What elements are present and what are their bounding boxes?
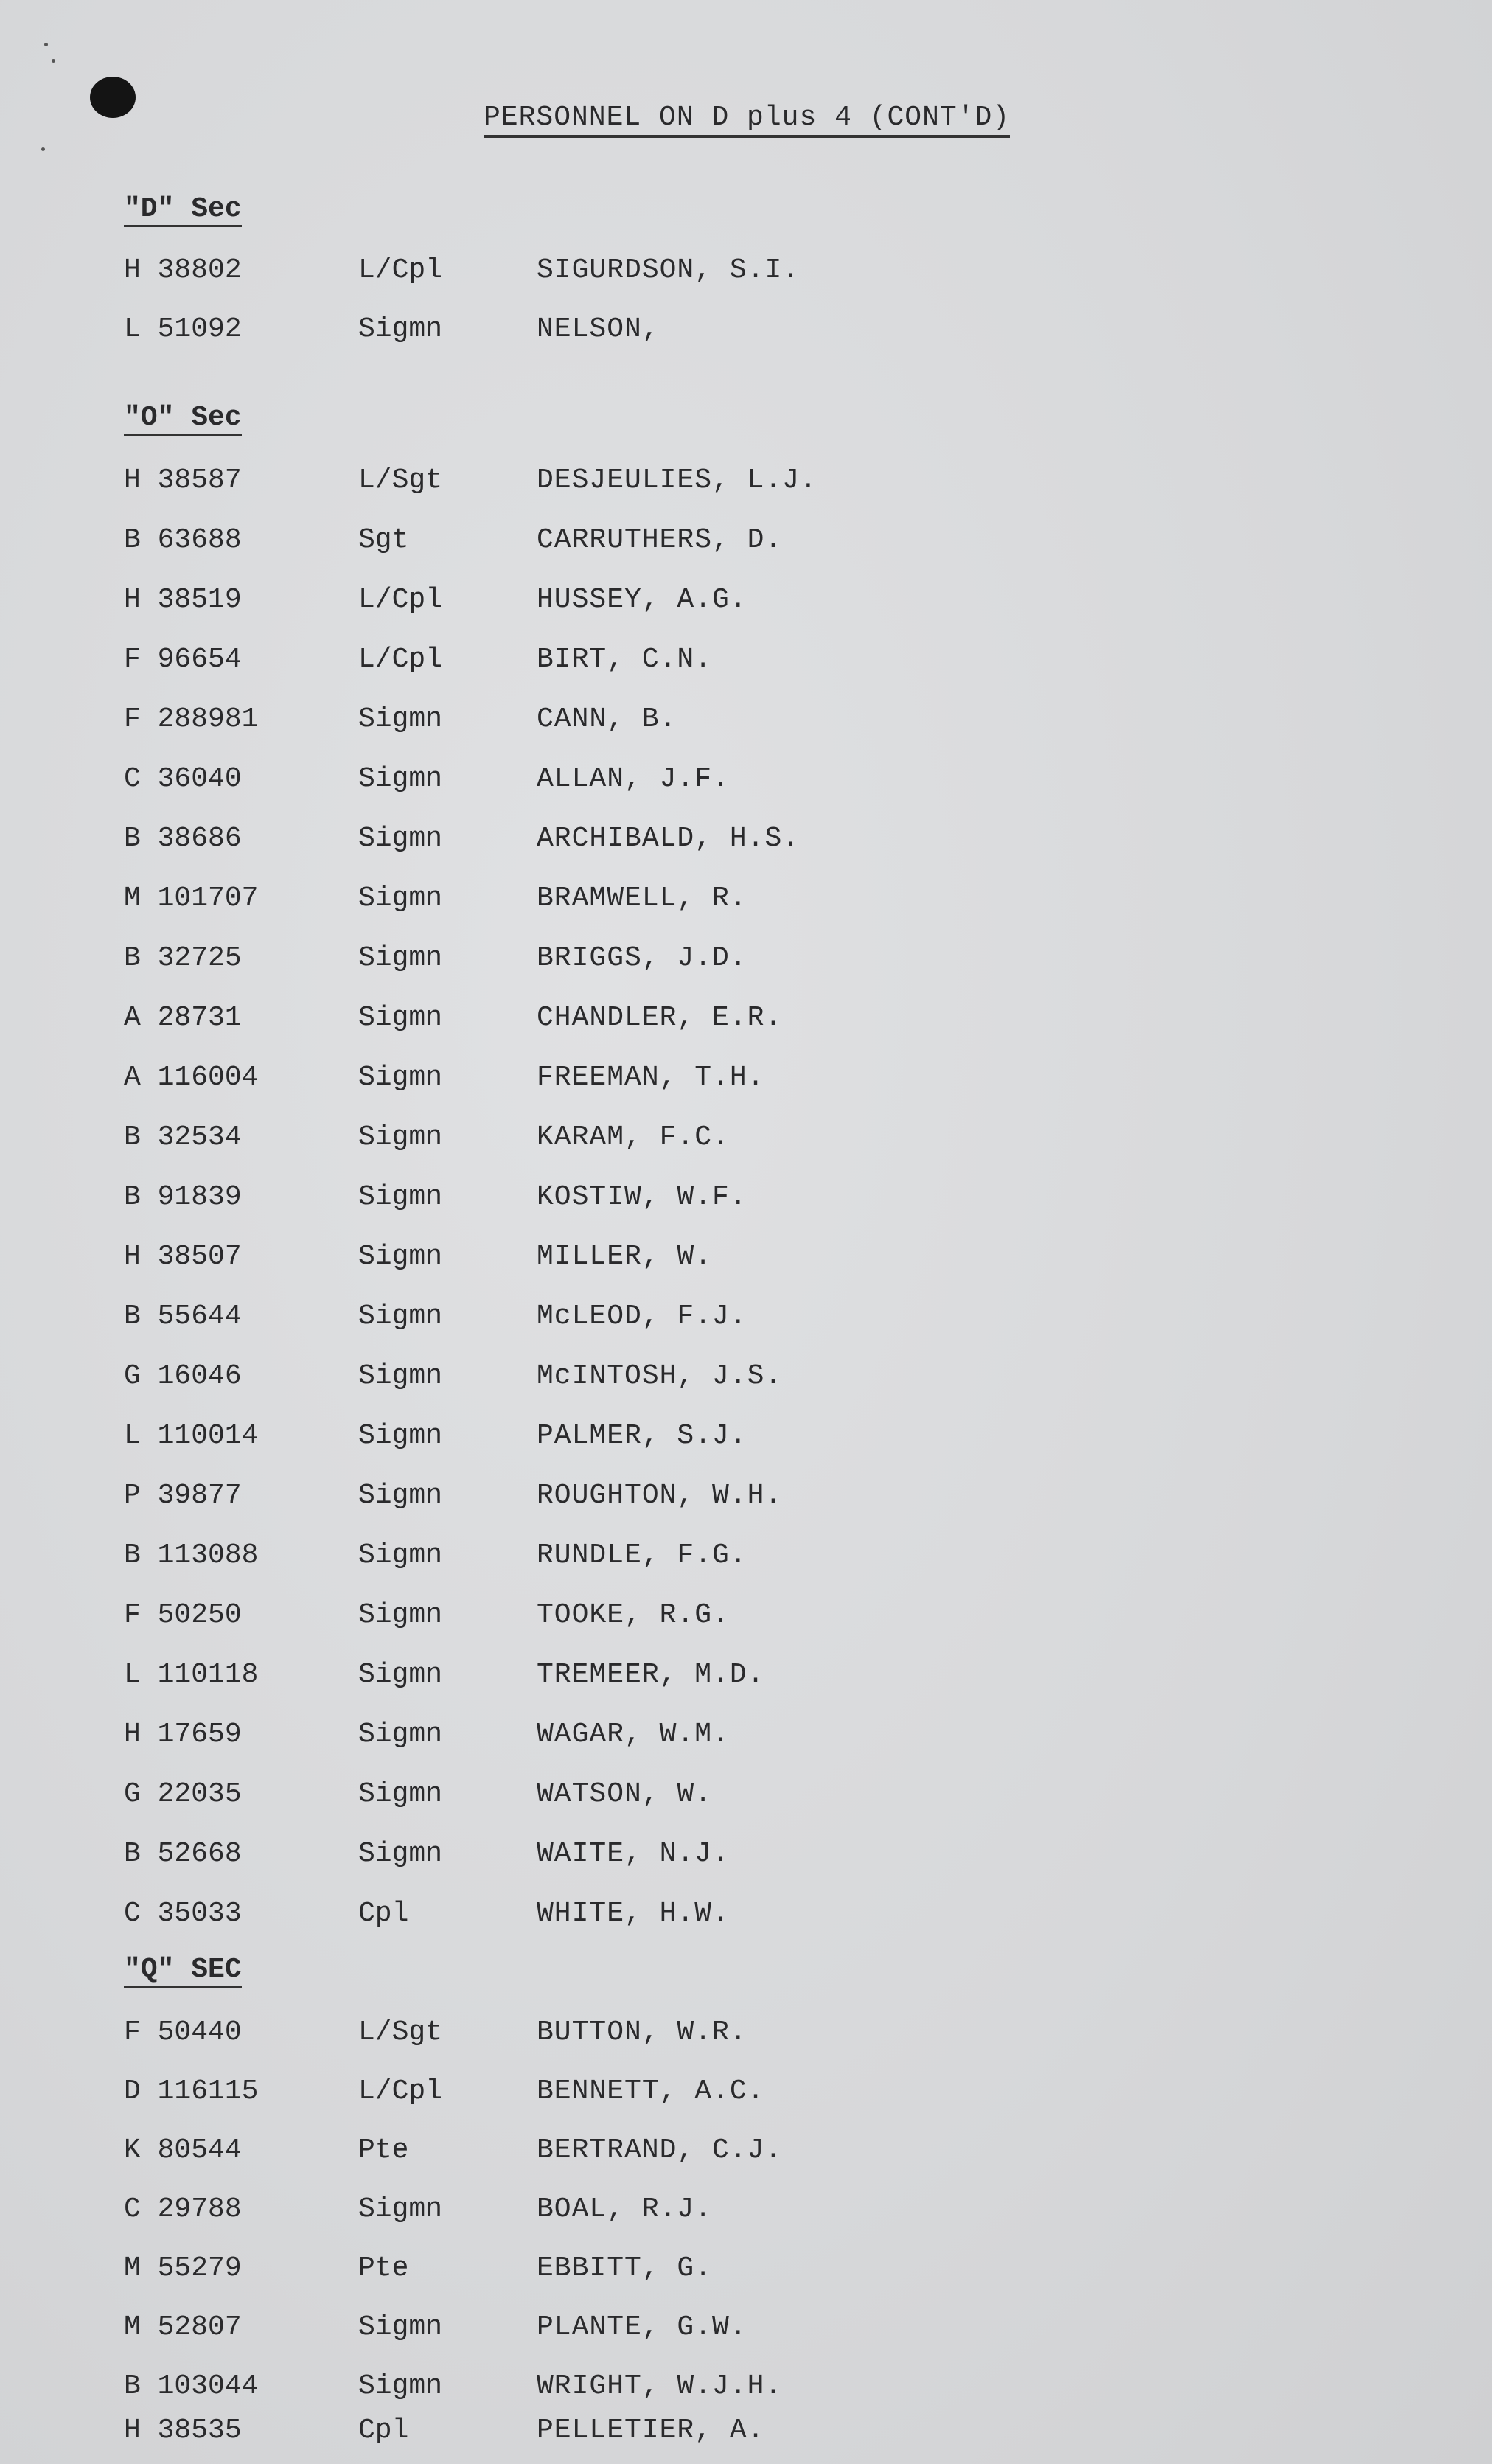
table-row — [0, 1360, 1492, 1405]
name: HUSSEY, A.G. — [537, 584, 747, 616]
rank: Sigmn — [358, 1778, 443, 1810]
table-row — [0, 823, 1492, 867]
table-row — [0, 644, 1492, 688]
table-row — [0, 1838, 1492, 1882]
service-number: F 96654 — [124, 644, 242, 675]
speck — [41, 147, 45, 151]
name: WATSON, W. — [537, 1778, 713, 1810]
name: DESJEULIES, L.J. — [537, 464, 818, 496]
rank: Sigmn — [358, 1599, 443, 1631]
table-row — [0, 2075, 1492, 2120]
name: SIGURDSON, S.I. — [537, 254, 801, 286]
service-number: A 28731 — [124, 1002, 242, 1034]
rank: Cpl — [358, 2415, 409, 2446]
rank: Sigmn — [358, 1539, 443, 1571]
name: BRIGGS, J.D. — [537, 942, 747, 974]
rank: L/Cpl — [358, 584, 443, 616]
table-row — [0, 1778, 1492, 1823]
name: PLANTE, G.W. — [537, 2311, 747, 2343]
name: McLEOD, F.J. — [537, 1301, 747, 1332]
table-row — [0, 1121, 1492, 1166]
table-row — [0, 1062, 1492, 1106]
service-number: B 38686 — [124, 823, 242, 855]
service-number: B 113088 — [124, 1539, 259, 1571]
table-row — [0, 703, 1492, 748]
table-row — [0, 2193, 1492, 2238]
service-number: D 116115 — [124, 2075, 259, 2107]
rank: L/Sgt — [358, 464, 443, 496]
rank: Sigmn — [358, 1360, 443, 1392]
service-number: H 17659 — [124, 1719, 242, 1750]
name: PALMER, S.J. — [537, 1420, 747, 1452]
rank: Cpl — [358, 1898, 409, 1929]
table-row — [0, 2311, 1492, 2356]
rank: Sigmn — [358, 313, 443, 345]
name: ALLAN, J.F. — [537, 763, 730, 795]
service-number: G 16046 — [124, 1360, 242, 1392]
service-number: B 55644 — [124, 1301, 242, 1332]
name: BERTRAND, C.J. — [537, 2134, 783, 2166]
punch-hole — [90, 77, 136, 118]
rank: Sigmn — [358, 1480, 443, 1511]
rank: Sigmn — [358, 1241, 443, 1273]
service-number: L 51092 — [124, 313, 242, 345]
service-number: C 36040 — [124, 763, 242, 795]
table-row — [0, 313, 1492, 358]
service-number: H 38535 — [124, 2415, 242, 2446]
rank: Sigmn — [358, 2193, 443, 2225]
section-heading-o: "O" Sec — [124, 402, 242, 436]
service-number: L 110118 — [124, 1659, 259, 1691]
table-row — [0, 524, 1492, 568]
table-row — [0, 1002, 1492, 1046]
rank: Sigmn — [358, 823, 443, 855]
rank: Sigmn — [358, 942, 443, 974]
rank: Sigmn — [358, 1002, 443, 1034]
service-number: B 52668 — [124, 1838, 242, 1870]
service-number: B 63688 — [124, 524, 242, 556]
rank: Sigmn — [358, 703, 443, 735]
name: WHITE, H.W. — [537, 1898, 730, 1929]
rank: Sigmn — [358, 1420, 443, 1452]
rank: Sigmn — [358, 1838, 443, 1870]
table-row — [0, 1539, 1492, 1584]
service-number: C 29788 — [124, 2193, 242, 2225]
name: RUNDLE, F.G. — [537, 1539, 747, 1571]
page-title: PERSONNEL ON D plus 4 (CONT'D) — [484, 102, 1010, 138]
rank: Sigmn — [358, 763, 443, 795]
rank: Sigmn — [358, 1719, 443, 1750]
name: McINTOSH, J.S. — [537, 1360, 783, 1392]
service-number: F 50250 — [124, 1599, 242, 1631]
service-number: G 22035 — [124, 1778, 242, 1810]
service-number: C 35033 — [124, 1898, 242, 1929]
service-number: H 38519 — [124, 584, 242, 616]
table-row — [0, 1719, 1492, 1763]
service-number: M 52807 — [124, 2311, 242, 2343]
table-row — [0, 2252, 1492, 2297]
section-heading-d: "D" Sec — [124, 193, 242, 227]
table-row — [0, 464, 1492, 509]
name: ROUGHTON, W.H. — [537, 1480, 783, 1511]
rank: L/Cpl — [358, 644, 443, 675]
name: KOSTIW, W.F. — [537, 1181, 747, 1213]
service-number: B 91839 — [124, 1181, 242, 1213]
name: NELSON, — [537, 313, 660, 345]
rank: Sigmn — [358, 2370, 443, 2402]
rank: Sgt — [358, 524, 409, 556]
name: CANN, B. — [537, 703, 677, 735]
name: MILLER, W. — [537, 1241, 713, 1273]
table-row — [0, 1181, 1492, 1225]
table-row — [0, 1420, 1492, 1464]
service-number: F 288981 — [124, 703, 259, 735]
name: CHANDLER, E.R. — [537, 1002, 783, 1034]
name: TOOKE, R.G. — [537, 1599, 730, 1631]
name: PELLETIER, A. — [537, 2415, 765, 2446]
rank: L/Sgt — [358, 2016, 443, 2048]
rank: Pte — [358, 2252, 409, 2284]
name: TREMEER, M.D. — [537, 1659, 765, 1691]
service-number: M 55279 — [124, 2252, 242, 2284]
table-row — [0, 2134, 1492, 2179]
table-row — [0, 1659, 1492, 1703]
rank: Sigmn — [358, 1301, 443, 1332]
service-number: K 80544 — [124, 2134, 242, 2166]
service-number: L 110014 — [124, 1420, 259, 1452]
speck — [44, 43, 48, 46]
name: WAGAR, W.M. — [537, 1719, 730, 1750]
rank: Sigmn — [358, 1062, 443, 1093]
service-number: P 39877 — [124, 1480, 242, 1511]
table-row — [0, 2016, 1492, 2061]
rank: Sigmn — [358, 1121, 443, 1153]
rank: L/Cpl — [358, 2075, 443, 2107]
service-number: H 38587 — [124, 464, 242, 496]
service-number: A 116004 — [124, 1062, 259, 1093]
service-number: B 32534 — [124, 1121, 242, 1153]
speck — [52, 59, 55, 63]
name: BIRT, C.N. — [537, 644, 713, 675]
table-row — [0, 1301, 1492, 1345]
table-row — [0, 942, 1492, 986]
rank: Pte — [358, 2134, 409, 2166]
table-row — [0, 763, 1492, 807]
name: KARAM, F.C. — [537, 1121, 730, 1153]
table-row — [0, 2370, 1492, 2415]
table-row — [0, 883, 1492, 927]
name: BRAMWELL, R. — [537, 883, 747, 914]
table-row — [0, 584, 1492, 628]
service-number: F 50440 — [124, 2016, 242, 2048]
table-row — [0, 2415, 1492, 2459]
rank: L/Cpl — [358, 254, 443, 286]
table-row — [0, 1599, 1492, 1643]
name: ARCHIBALD, H.S. — [537, 823, 801, 855]
name: WAITE, N.J. — [537, 1838, 730, 1870]
table-row — [0, 1898, 1492, 1942]
section-heading-q: "Q" SEC — [124, 1954, 242, 1988]
service-number: B 32725 — [124, 942, 242, 974]
name: EBBITT, G. — [537, 2252, 713, 2284]
name: WRIGHT, W.J.H. — [537, 2370, 783, 2402]
service-number: M 101707 — [124, 883, 259, 914]
service-number: H 38802 — [124, 254, 242, 286]
table-row — [0, 254, 1492, 299]
service-number: B 103044 — [124, 2370, 259, 2402]
table-row — [0, 1480, 1492, 1524]
name: FREEMAN, T.H. — [537, 1062, 765, 1093]
table-row — [0, 1241, 1492, 1285]
rank: Sigmn — [358, 2311, 443, 2343]
name: CARRUTHERS, D. — [537, 524, 783, 556]
rank: Sigmn — [358, 1659, 443, 1691]
service-number: H 38507 — [124, 1241, 242, 1273]
name: BENNETT, A.C. — [537, 2075, 765, 2107]
name: BUTTON, W.R. — [537, 2016, 747, 2048]
name: BOAL, R.J. — [537, 2193, 713, 2225]
rank: Sigmn — [358, 1181, 443, 1213]
rank: Sigmn — [358, 883, 443, 914]
